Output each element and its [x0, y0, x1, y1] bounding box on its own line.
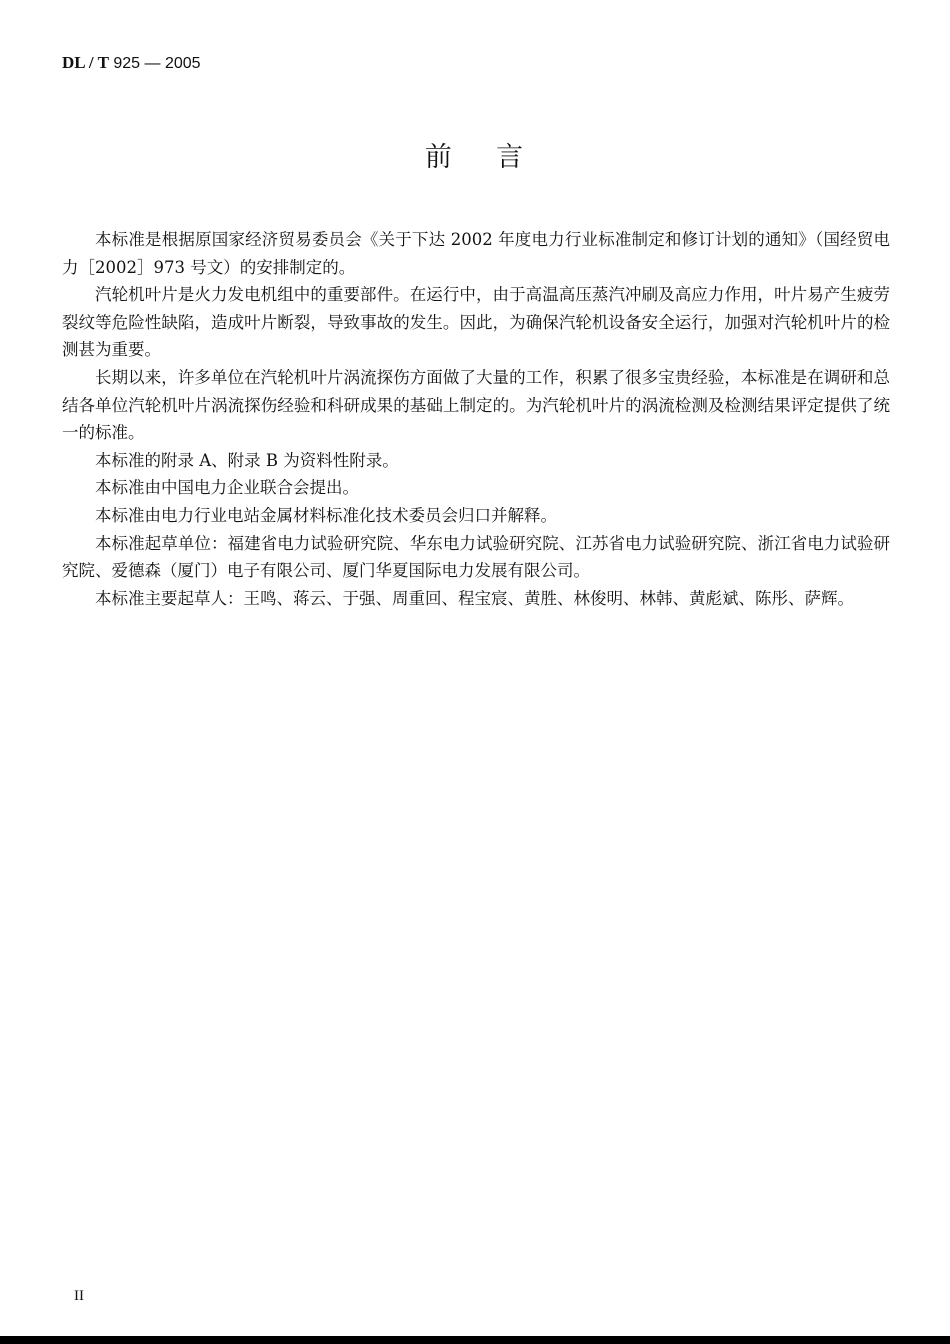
paragraph-drafters: 本标准主要起草人：王鸣、蒋云、于强、周重回、程宝宸、黄胜、林俊明、林韩、黄彪斌、陈彤、萨辉。	[95, 588, 854, 608]
standard-code-number: 925 — 2005	[108, 55, 201, 72]
paragraph-drafting-units: 本标准起草单位：福建省电力试验研究院、华东电力试验研究院、江苏省电力试验研究院、浙江省电力试验研究院、爱德森（厦门）电子有限公司、厦门华夏国际电力发展有限公司。	[62, 533, 890, 581]
page-title: 前 言	[424, 142, 526, 173]
paragraph-basis: 本标准是根据原国家经济贸易委员会《关于下达 2002 年度电力行业标准制定和修订计划的通知》（国经贸电力［2002］973 号文）的安排制定的。	[62, 230, 890, 277]
paragraph-proposer: 本标准由中国电力企业联合会提出。	[95, 478, 359, 498]
paragraph-administrator: 本标准由电力行业电站金属材料标准化技术委员会归口并解释。	[95, 505, 557, 525]
standard-code	[62, 52, 201, 75]
bottom-border	[0, 1336, 950, 1344]
paragraph-background: 长期以来，许多单位在汽轮机叶片涡流探伤方面做了大量的工作，积累了很多宝贵经验，本标准是在调研和总结各单位汽轮机叶片涡流探伤经验和科研成果的基础上制定的。为汽轮机叶片的涡流检测及检测结果评定提供了统一的标准。	[62, 367, 890, 443]
paragraph-importance: 汽轮机叶片是火力发电机组中的重要部件。在运行中，由于高温高压蒸汽冲刷及高应力作用，叶片易产生疲劳裂纹等危险性缺陷，造成叶片断裂，导致事故的发生。因此，为确保汽轮机设备安全运行，加强对汽轮机叶片的检测甚为重要。	[62, 285, 890, 360]
foreword-body	[62, 226, 890, 612]
page-number: II	[74, 1288, 84, 1304]
standard-code-prefix: DL / T	[62, 53, 109, 72]
paragraph-appendix: 本标准的附录 A、附录 B 为资料性附录。	[95, 450, 399, 470]
